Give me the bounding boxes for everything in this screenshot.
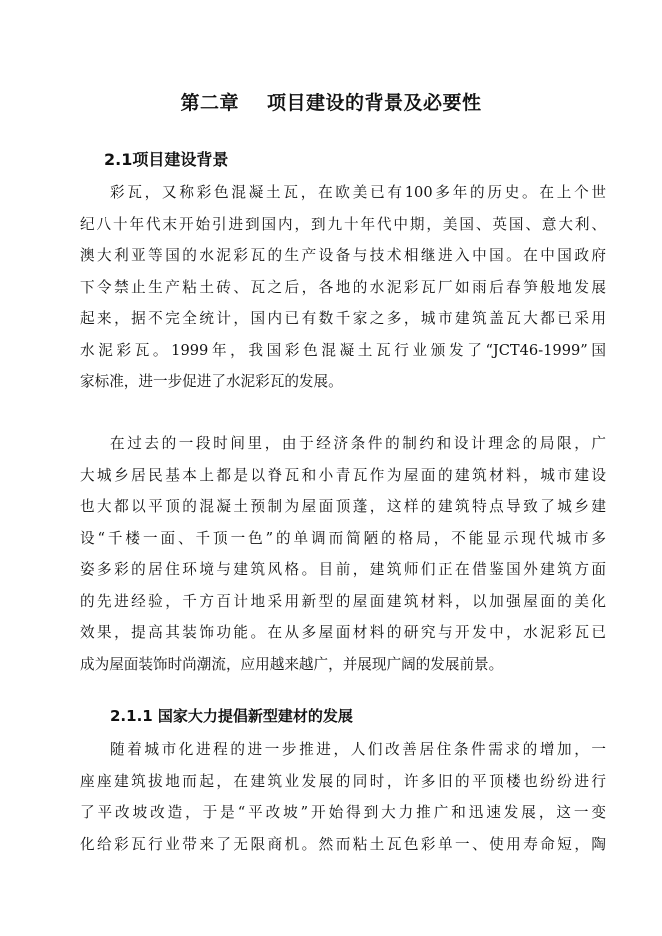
paragraph-line: 彩瓦，又称彩色混凝土瓦，在欧美已有100多年的历史。在上个世 <box>110 184 606 201</box>
chapter-title-text: 项目建设的背景及必要性 <box>267 92 482 114</box>
paragraph-line: 姿多彩的居住环境与建筑风格。目前，建筑师们正在借鉴国外建筑方面 <box>80 561 606 578</box>
paragraph-line: 水泥彩瓦。1999年，我国彩色混凝土瓦行业颁发了“JCT46-1999”国 <box>80 341 606 359</box>
paragraph-1 <box>80 177 606 398</box>
paragraph-line: 也大都以平顶的混凝土预制为屋面顶蓬，这样的建筑特点导致了城乡建 <box>80 498 606 515</box>
paragraph-line: 在过去的一段时间里，由于经济条件的制约和设计理念的局限，广 <box>110 435 606 452</box>
paragraph-line: 的先进经验，千方百计地采用新型的屋面建筑材料，以加强屋面的美化 <box>80 592 606 610</box>
chapter-heading <box>0 88 662 115</box>
paragraph-line: 大城乡居民基本上都是以脊瓦和小青瓦作为屋面的建筑材料，城市建设 <box>80 466 606 484</box>
paragraph-line: 纪八十年代末开始引进到国内，到九十年代中期，美国、英国、意大利、 <box>80 215 606 233</box>
paragraph-line: 成为屋面装饰时尚潮流，应用越来越广，并展现广阔的发展前景。 <box>80 655 504 673</box>
paragraph-line: 澳大利亚等国的水泥彩瓦的生产设备与技术相继进入中国。在中国政府 <box>80 247 606 264</box>
paragraph-line: 起来，据不完全统计，国内已有数千家之多，城市建筑盖瓦大都已采用 <box>80 310 606 327</box>
paragraph-line: 效果，提高其装饰功能。在从多屋面材料的研究与开发中，水泥彩瓦已 <box>80 624 606 641</box>
chapter-number: 第二章 <box>180 92 239 114</box>
paragraph-line: 家标准，进一步促进了水泥彩瓦的发展。 <box>80 373 343 390</box>
paragraph-line: 随着城市化进程的进一步推进，人们改善居住条件需求的增加，一 <box>110 741 606 758</box>
paragraph-line: 化给彩瓦行业带来了无限商机。然而粘土瓦色彩单一、使用寿命短，陶 <box>80 835 606 853</box>
subsection-heading: 2.1.1 国家大力提倡新型建材的发展 <box>110 707 353 725</box>
paragraph-line: 了平改坡改造，于是“平改坡”开始得到大力推广和迅速发展，这一变 <box>80 804 606 821</box>
paragraph-2 <box>80 428 606 680</box>
paragraph-line: 座座建筑拔地而起，在建筑业发展的同时，许多旧的平顶楼也纷纷进行 <box>80 772 606 790</box>
paragraph-line: 设“千楼一面、千顶一色”的单调而简陋的格局，不能显示现代城市多 <box>80 529 606 547</box>
paragraph-3 <box>80 734 606 860</box>
paragraph-line: 下令禁止生产粘土砖、瓦之后，各地的水泥彩瓦厂如雨后春笋般地发展 <box>80 278 606 296</box>
section-heading: 2.1项目建设背景 <box>104 150 229 169</box>
